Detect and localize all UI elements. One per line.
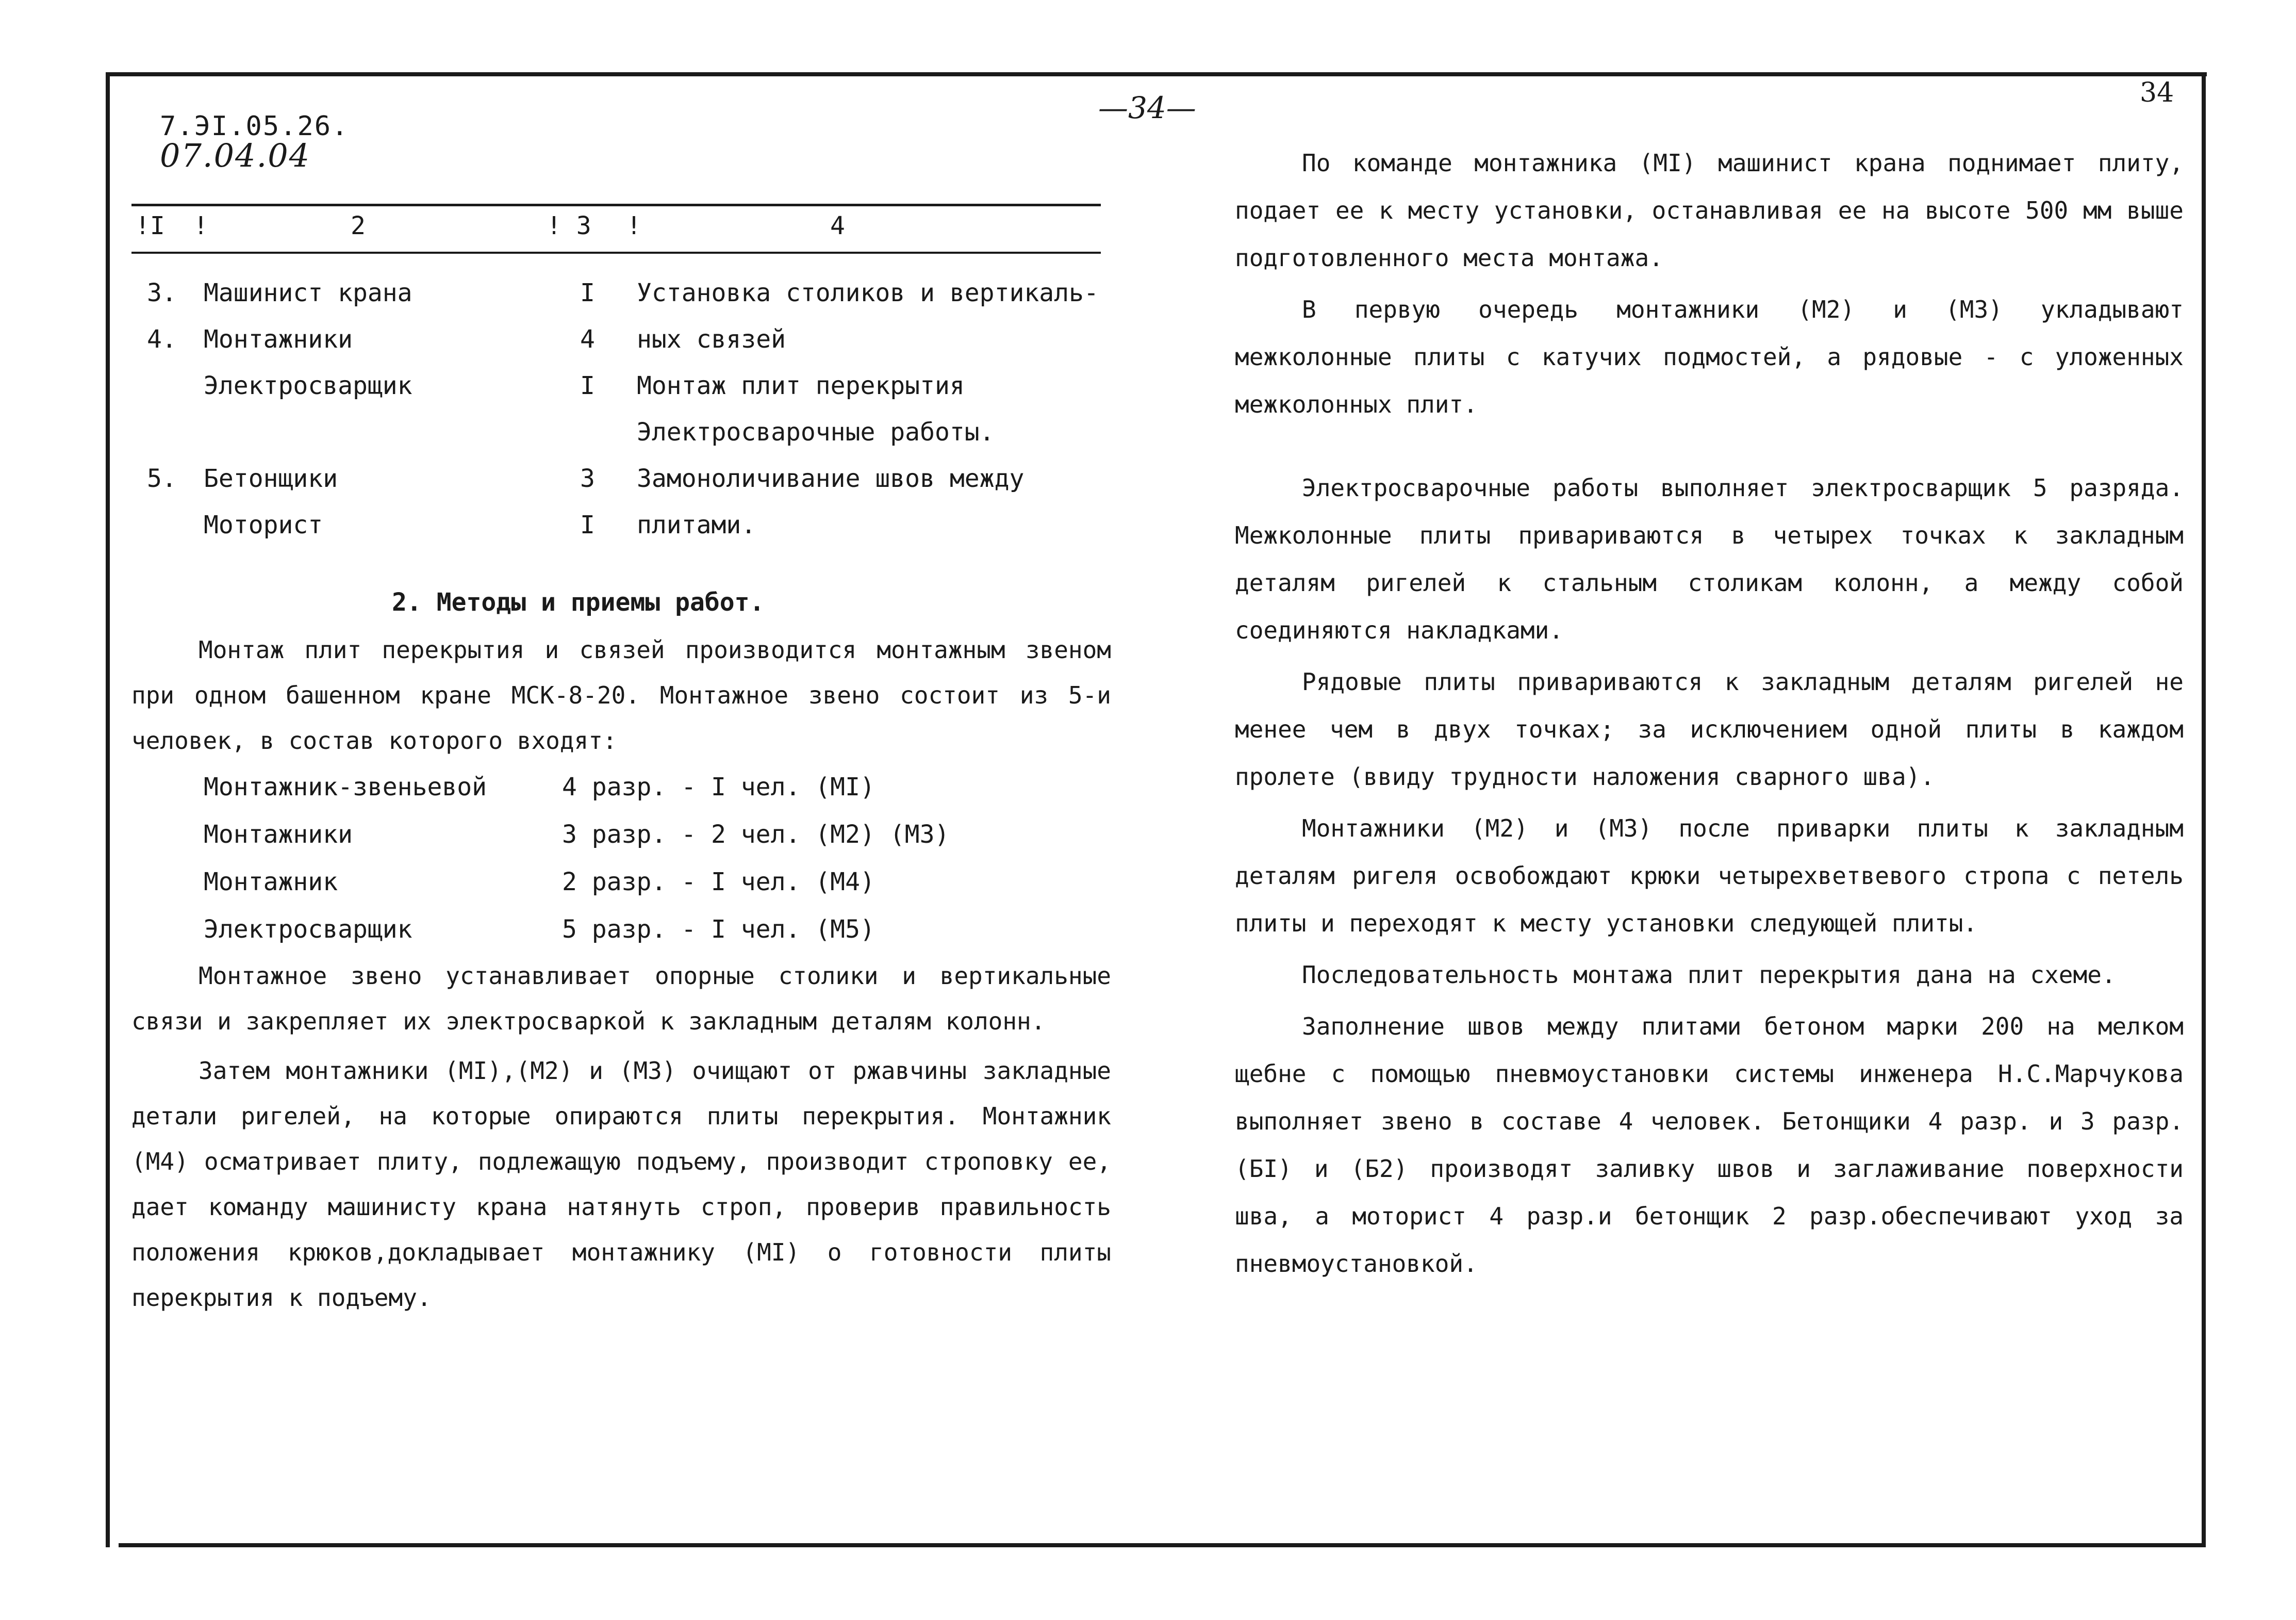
frame-left-border <box>106 72 110 1547</box>
table-header-cell: 2 <box>351 211 366 240</box>
list-item <box>131 763 1111 811</box>
paragraph: Электросварочные работы выполняет электросварщик 5 разряда. Межколонные плиты привариваются в четырех точках к закладным деталям ригелей к стальным столикам колонн, а между собой соединяются накладками. <box>1235 474 2184 644</box>
frame-top-border <box>106 72 2207 76</box>
row-task: Монтаж плит перекрытия <box>637 371 965 400</box>
row-number: 5. <box>147 464 177 493</box>
frame-right-border <box>2202 72 2206 1547</box>
paragraph: По команде монтажника (MI) машинист крана поднимает плиту, подает ее к месту установки, останавливая ее на высоте 500 мм выше подготовленного места монтажа. <box>1235 149 2184 272</box>
row-quantity: I <box>580 279 595 307</box>
member-role: Электросварщик <box>204 915 412 944</box>
table-top-rule <box>131 204 1101 206</box>
row-number: 3. <box>147 279 177 307</box>
list-item <box>131 906 1111 953</box>
member-grade: 3 разр. - 2 чел. (M2) (M3) <box>562 820 950 849</box>
table-row <box>131 315 1111 361</box>
paragraph: Заполнение швов между плитами бетоном марки 200 на мелком щебне с помощью пневмоустановки системы инженера Н.С.Марчукова выполняет звено в составе 4 человек. Бетонщики 4 разр. и 3 разр. (БI) и (Б2) производят заливку швов и заглаживание поверхности шва, а моторист 4 разр.и бетонщик 2 разр.обеспечивают уход за пневмоустановкой. <box>1235 1012 2184 1278</box>
row-task: Замоноличивание швов между <box>637 464 1025 493</box>
paragraph: Последовательность монтажа плит перекрытия дана на схеме. <box>1302 961 2116 989</box>
table-header-cell: ! <box>193 211 208 240</box>
row-quantity: I <box>580 511 595 539</box>
table-header-cell: !I <box>135 211 165 240</box>
row-role: Электросварщик <box>204 371 412 400</box>
row-quantity: 4 <box>580 325 595 354</box>
page-number-center: —34— <box>1098 90 1196 125</box>
frame-bottom-border <box>119 1543 2206 1547</box>
row-quantity: I <box>580 371 595 400</box>
table-header-cell: ! 3 <box>547 211 591 240</box>
member-role: Монтажники <box>204 820 353 849</box>
paragraph: Рядовые плиты привариваются к закладным деталям ригелей не менее чем в двух точках; за исключением одной плиты в каждом пролете (ввиду трудности наложения сварного шва). <box>1235 668 2184 791</box>
document-code: 7.ЭI.05.26. <box>160 111 349 142</box>
member-grade: 2 разр. - I чел. (M4) <box>562 868 875 896</box>
table-row <box>131 268 1111 315</box>
list-item <box>131 858 1111 906</box>
table-header-cell: 4 <box>830 211 845 240</box>
row-role: Бетонщики <box>204 464 338 493</box>
table-row <box>131 407 1111 454</box>
member-grade: 5 разр. - I чел. (M5) <box>562 915 875 944</box>
table-row <box>131 500 1111 547</box>
member-role: Монтажник-звеньевой <box>204 773 487 801</box>
paragraph-gap <box>1235 428 2184 464</box>
document-date: 07.04.04 <box>160 137 311 174</box>
row-role: Моторист <box>204 511 323 539</box>
table-header-rule <box>131 252 1101 254</box>
paragraph: В первую очередь монтажники (M2) и (M3) укладывают межколонные плиты с катучих подмостей, а рядовые - с уложенных межколонных плит. <box>1235 296 2184 418</box>
row-task: Электросварочные работы. <box>637 418 995 447</box>
list-item <box>131 811 1111 858</box>
section-title: 2. Методы и приемы работ. <box>392 588 765 617</box>
table-row <box>131 361 1111 407</box>
paragraph: Монтажное звено устанавливает опорные столики и вертикальные связи и закрепляет их электросваркой к закладным деталям колонн. <box>131 962 1111 1035</box>
row-task: ных связей <box>637 325 786 354</box>
row-task: плитами. <box>637 511 756 539</box>
row-role: Монтажники <box>204 325 353 354</box>
row-quantity: 3 <box>580 464 595 493</box>
member-role: Монтажник <box>204 868 338 896</box>
row-role: Машинист крана <box>204 279 412 307</box>
row-number: 4. <box>147 325 177 354</box>
left-column <box>131 268 1111 1320</box>
table-header-cell: ! <box>626 211 641 240</box>
page-number-corner: 34 <box>2140 77 2174 108</box>
table-row <box>131 454 1111 500</box>
paragraph: Монтаж плит перекрытия и связей производится монтажным звеном при одном башенном кране МСК-8-20. Монтажное звено состоит из 5-и человек, в состав которого входят: <box>131 636 1111 755</box>
row-task: Установка столиков и вертикаль- <box>637 279 1099 307</box>
paragraph: Монтажники (M2) и (M3) после приварки плиты к закладным деталям ригеля освобождают крюки четырехветвевого стропа с петель плиты и переходят к месту установки следующей плиты. <box>1235 814 2184 937</box>
member-grade: 4 разр. - I чел. (MI) <box>562 773 875 801</box>
right-column <box>1235 139 2184 1287</box>
paragraph: Затем монтажники (MI),(M2) и (M3) очищают от ржавчины закладные детали ригелей, на которые опираются плиты перекрытия. Монтажник (M4) осматривает плиту, подлежащую подъему, производит строповку ее, дает команду машинисту крана натянуть строп, проверив правильность положения крюков,докладывает монтажнику (MI) о готовности плиты перекрытия к подъему. <box>131 1057 1111 1312</box>
